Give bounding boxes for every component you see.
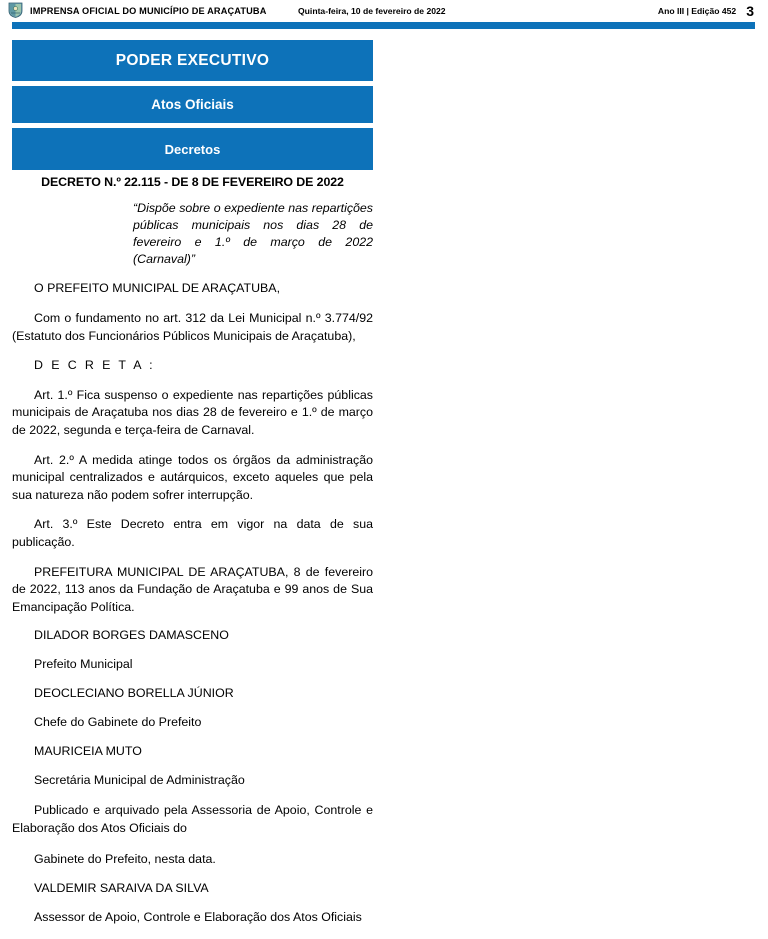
signatory-role: Secretária Municipal de Administração — [34, 773, 245, 788]
closing-paragraph: PREFEITURA MUNICIPAL DE ARAÇATUBA, 8 de fevereiro de 2022, 113 anos da Fundação de Araçatuba e 99 anos de Sua Emancipação Política. — [12, 564, 373, 614]
publication-officer-name: VALDEMIR SARAIVA DA SILVA — [34, 880, 209, 895]
preamble-prefeito: O PREFEITO MUNICIPAL DE ARAÇATUBA, — [34, 281, 281, 296]
signatory-name: DEOCLECIANO BORELLA JÚNIOR — [34, 686, 234, 701]
publication-officer-role: Assessor de Apoio, Controle e Elaboração dos Atos Oficiais — [34, 909, 362, 924]
page-number: 3 — [746, 3, 754, 19]
article-3: Art. 3.º Este Decreto entra em vigor na data de sua publicação. — [12, 517, 373, 549]
signatory-role: Chefe do Gabinete do Prefeito — [34, 715, 202, 730]
document-column — [12, 174, 373, 939]
signature-block — [12, 628, 373, 788]
masthead — [0, 0, 768, 22]
edition-label: Ano III | Edição 452 — [657, 6, 737, 16]
decree-title: DECRETO N.º 22.115 - DE 8 DE FEVEREIRO DE 2022 — [41, 175, 344, 189]
signatory-name: DILADOR BORGES DAMASCENO — [34, 628, 229, 643]
decreta-label: D E C R E T A : — [34, 358, 155, 373]
preamble-fundamento: Com o fundamento no art. 312 da Lei Municipal n.º 3.774/92 (Estatuto dos Funcionários Públicos Municipais de Araçatuba), — [12, 311, 373, 343]
coat-of-arms-icon — [8, 2, 23, 18]
article-2: Art. 2.º A medida atinge todos os órgãos da administração municipal centralizados e autárquicos, exceto aqueles que pela sua natureza não podem sofrer interrupção. — [12, 452, 373, 502]
heading-atos-oficiais: Atos Oficiais — [12, 86, 373, 123]
publication-note: Publicado e arquivado pela Assessoria de Apoio, Controle e Elaboração dos Atos Oficiais do — [12, 803, 373, 835]
section-heading-stack — [12, 40, 373, 170]
masthead-date: Quinta-feira, 10 de fevereiro de 2022 — [298, 6, 446, 16]
article-1: Art. 1.º Fica suspenso o expediente nas repartições públicas municipais de Araçatuba nos dias 28 de fevereiro e 1.º de março de 2022, segunda e terça-feira de Carnaval. — [12, 387, 373, 437]
heading-poder-executivo: PODER EXECUTIVO — [12, 40, 373, 81]
decree-ementa: “Dispõe sobre o expediente nas repartições públicas municipais nos dias 28 de fevereiro e 1.º de março de 2022 (Carnaval)” — [133, 200, 373, 267]
masthead-meta — [658, 3, 754, 19]
signatory-role: Prefeito Municipal — [34, 657, 133, 672]
publication-note-continued: Gabinete do Prefeito, nesta data. — [34, 851, 216, 866]
signatory-name: MAURICEIA MUTO — [34, 744, 142, 759]
header-rule — [12, 22, 755, 29]
heading-decretos: Decretos — [12, 128, 373, 170]
masthead-title: IMPRENSA OFICIAL DO MUNICÍPIO DE ARAÇATUBA — [30, 6, 267, 16]
